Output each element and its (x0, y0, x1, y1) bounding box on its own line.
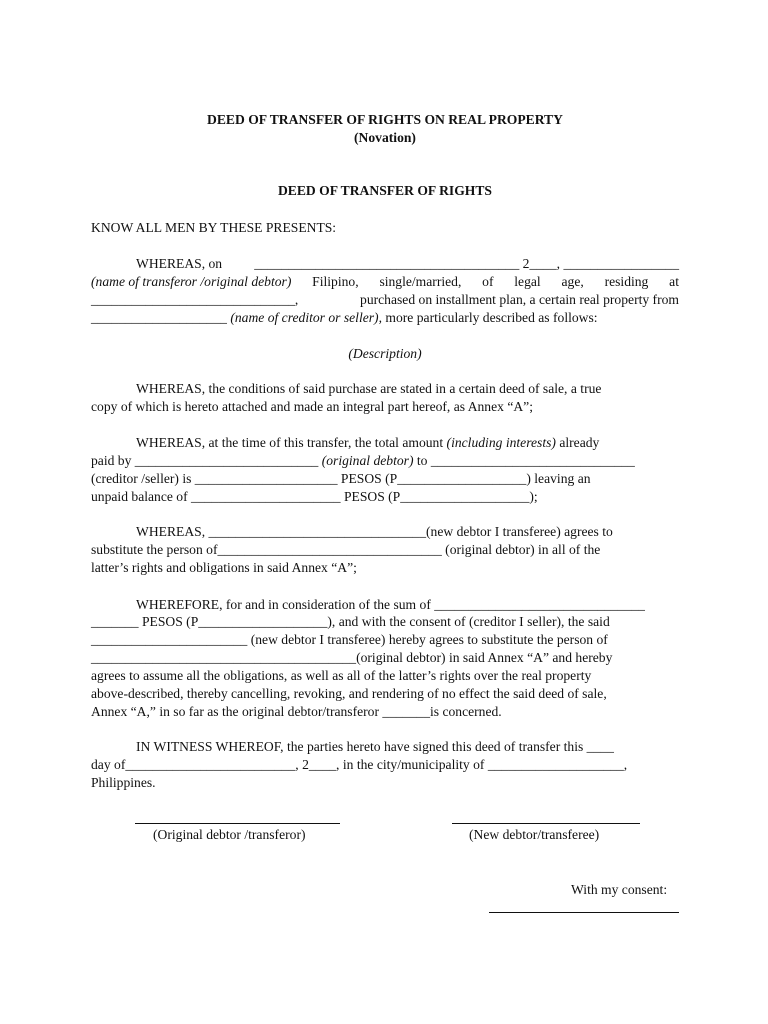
p3-text: already (559, 435, 600, 450)
p5-line-7: Annex “A,” in so far as the original debtor/transferor _______is concerned. (91, 704, 502, 719)
document-subtitle: (Novation) (354, 130, 416, 145)
p1-line-4 (91, 309, 598, 326)
p3-line-4: unpaid balance of ______________________ PESOS (P___________________); (91, 489, 538, 504)
p1-word: at (669, 274, 679, 289)
description-placeholder (91, 345, 679, 362)
p5-line-2: _______ PESOS (P___________________), and with the consent of (creditor I seller), the said (91, 614, 610, 629)
p2-line-2: copy of which is hereto attached and made an integral part hereof, as Annex “A”; (91, 399, 533, 414)
document-title: DEED OF TRANSFER OF RIGHTS ON REAL PROPERTY (207, 112, 563, 127)
p3-line-3: (creditor /seller) is _____________________ PESOS (P___________________) leaving an (91, 471, 591, 486)
p5-line-1: WHEREFORE, for and in consideration of the sum of _______________________________ (136, 597, 645, 612)
p1-transferor-name: (name of transferor /original debtor) (91, 274, 292, 289)
p1-word: age, (561, 274, 584, 289)
p3-to-blank: to ______________________________ (416, 453, 635, 468)
p5-line-3: _______________________ (new debtor I transferee) hereby agrees to substitute the person of (91, 632, 608, 647)
p5-line-6: above-described, thereby cancelling, revoking, and rendering of no effect the said deed of sale, (91, 686, 607, 701)
p1-date-blank: _______________________________________ 2____, _________________ (254, 256, 679, 271)
p6-line-3: Philippines. (91, 775, 156, 790)
p1-word: single/married, (379, 274, 462, 289)
consent-signature-line[interactable] (489, 912, 679, 913)
p1-line-3 (91, 291, 679, 308)
intro-text: KNOW ALL MEN BY THESE PRESENTS: (91, 220, 337, 235)
p6-line-2: day of_________________________, 2____, in the city/municipality of ____________________, (91, 757, 628, 772)
p1-word: of (482, 274, 494, 289)
p6-line-1: IN WITNESS WHEREOF, the parties hereto have signed this deed of transfer this ____ (136, 739, 614, 754)
p4-line-2: substitute the person of_________________________________ (original debtor) in all of the (91, 542, 601, 557)
p1-described-text: more particularly described as follows: (385, 310, 598, 325)
original-debtor-signature-line[interactable] (135, 823, 340, 824)
deed-title: DEED OF TRANSFER OF RIGHTS (277, 183, 492, 198)
new-debtor-signature-line[interactable] (452, 823, 640, 824)
p1-word: Filipino, (312, 274, 359, 289)
description-text: (Description) (348, 346, 422, 361)
p1-purchase-text: purchased on installment plan, a certain real property from (360, 292, 679, 307)
consent-label: With my consent: (571, 882, 668, 897)
p1-creditor-name: (name of creditor or seller), (230, 310, 382, 325)
p4-line-3: latter’s rights and obligations in said Annex “A”; (91, 560, 357, 575)
p3-original-debtor: (original debtor) (321, 453, 414, 468)
p5-line-5: agrees to assume all the obligations, as well as all of the latter’s rights over the real property (91, 668, 592, 683)
p1-line-2 (91, 273, 679, 290)
p3-interest-note: (including interests) (446, 435, 556, 450)
p1-word: residing (604, 274, 649, 289)
p1-line-1 (136, 255, 679, 272)
p1-residence-blank: ______________________________, (91, 292, 299, 307)
p1-word: legal (514, 274, 541, 289)
p3-line-1 (136, 434, 599, 451)
new-debtor-label: (New debtor/transferee) (469, 827, 600, 842)
p2-line-1: WHEREAS, the conditions of said purchase are stated in a certain deed of sale, a true (136, 381, 602, 396)
p3-paid-by: paid by ___________________________ (91, 453, 319, 468)
p3-text: WHEREAS, at the time of this transfer, the total amount (136, 435, 444, 450)
original-debtor-label: (Original debtor /transferor) (153, 827, 306, 842)
p4-line-1: WHEREAS, ________________________________(new debtor I transferee) agrees to (136, 524, 613, 539)
p5-line-4: _______________________________________(original debtor) in said Annex “A” and hereby (91, 650, 613, 665)
p3-line-2 (91, 452, 635, 469)
p1-whereas: WHEREAS, on (136, 256, 223, 271)
p1-creditor-blank: ____________________ (91, 310, 227, 325)
